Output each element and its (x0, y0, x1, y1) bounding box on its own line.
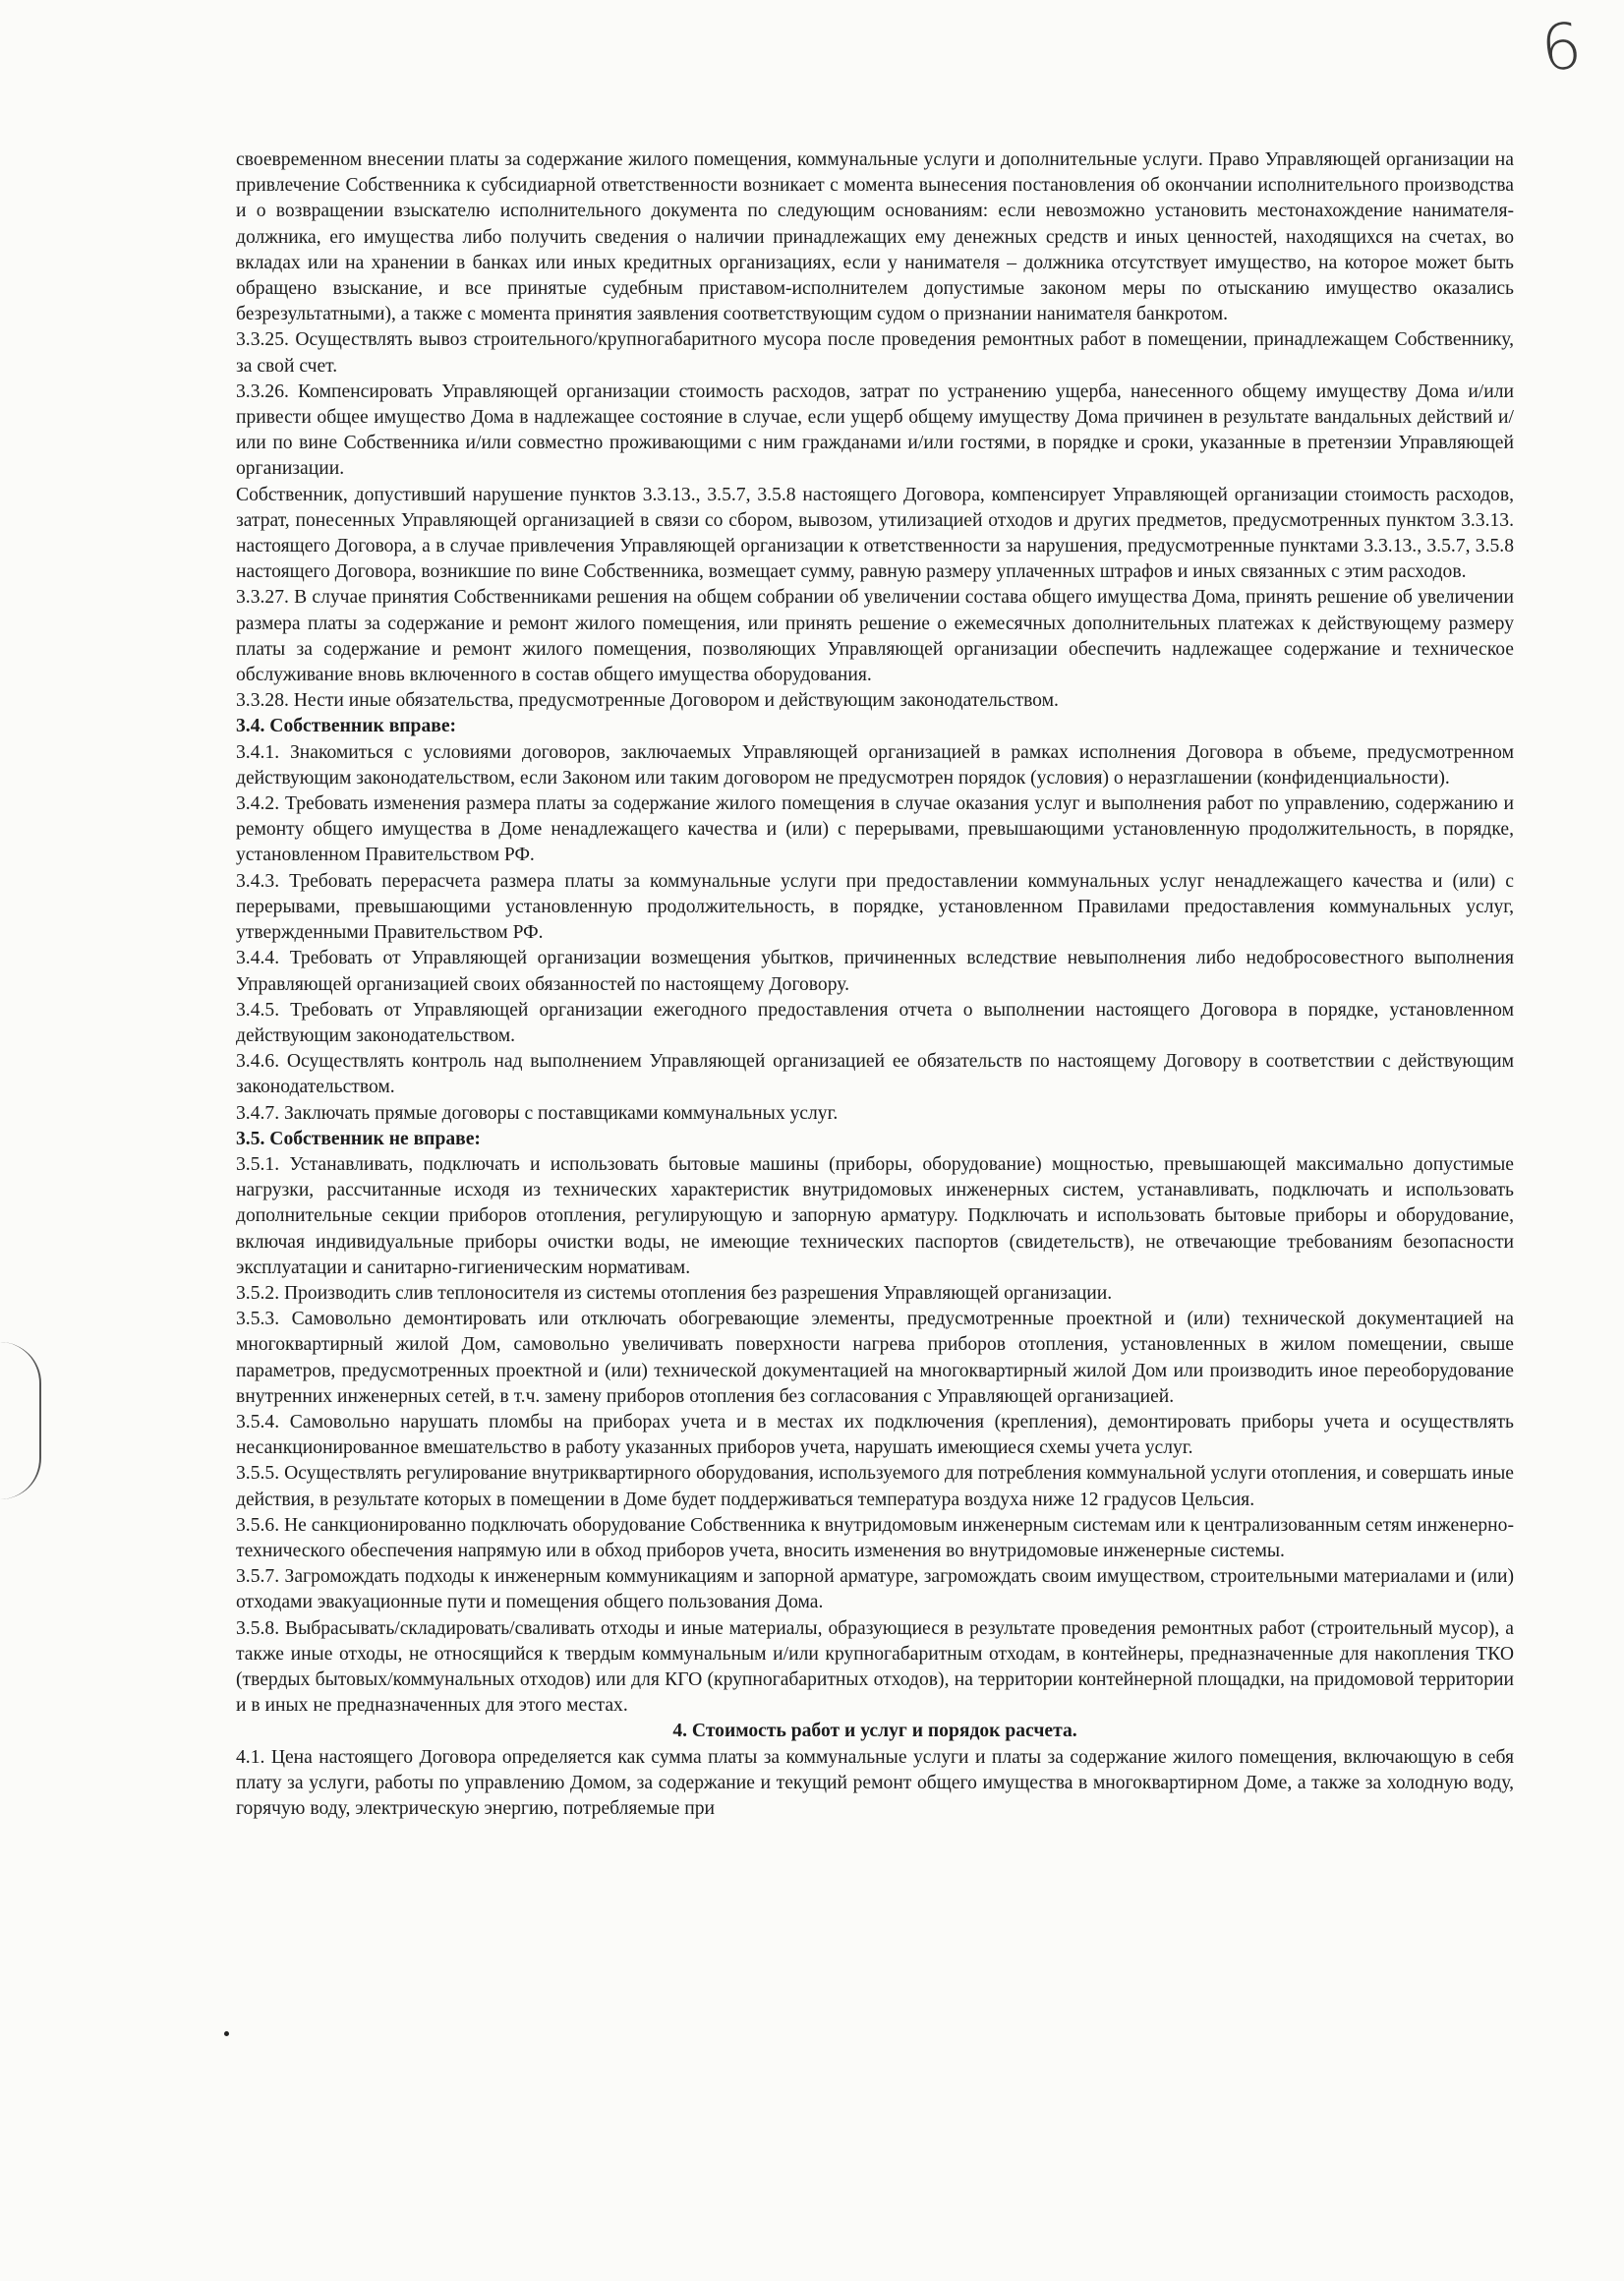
binder-mark (0, 1342, 41, 1499)
paragraph: 3.5.4. Самовольно нарушать пломбы на приборах учета и в местах их подключения (крепления), демонтировать приборы учета и осуществлять несанкционированное вмешательство в работу указанных приборов учета, нарушать имеющиеся схемы учета услуг. (236, 1411, 1514, 1459)
document-body (236, 147, 1514, 1822)
paragraph: 3.5.7. Загромождать подходы к инженерным коммуникациям и запорной арматуре, загромождать своим имуществом, строительными материалами и (или) отходами эвакуационные пути и помещения общего пользования Дома. (236, 1566, 1514, 1613)
paragraph: 3.4.1. Знакомиться с условиями договоров, заключаемых Управляющей организацией в рамках исполнения Договора в объеме, предусмотренном действующим законодательством, если Законом или таким договором не предусмотрен порядок (условия) о неразглашении (конфиденциальности). (236, 741, 1514, 789)
paragraph: 3.4.2. Требовать изменения размера платы за содержание жилого помещения в случае оказания услуг и выполнения работ по управлению, содержанию и ремонту общего имущества в Доме ненадлежащего качества и (или) с перерывами, превышающими установленную продолжительность, в порядке, установленном Правительством РФ. (236, 793, 1514, 866)
page-number: 6 (1537, 10, 1586, 87)
paragraph: 3.4.7. Заключать прямые договоры с поставщиками коммунальных услуг. (236, 1102, 839, 1124)
paragraph: своевременном внесении платы за содержание жилого помещения, коммунальные услуги и дополнительные услуги. Право Управляющей организации на привлечение Собственника к субсидиарной ответственности возникает с момента вынесения постановления об окончании исполнительного производства и о возвращении взыскателю исполнительного документа по следующим основаниям: если невозможно установить местонахождение нанимателя-должника, его имущества либо получить сведения о наличии принадлежащих ему денежных средств и иных ценностей, находящихся на счетах, во вкладах или на хранении в банках или иных кредитных организациях, если у нанимателя – должника отсутствует имущество, на которое может быть обращено взыскание, и все принятые судебным приставом-исполнителем допустимые законом меры по отысканию имущество оказались безрезультатными), а также с момента принятия заявления соответствующим судом о признании нанимателя банкротом. (236, 149, 1514, 325)
paragraph: 3.5.2. Производить слив теплоносителя из системы отопления без разрешения Управляющей организации. (236, 1282, 1113, 1304)
paragraph: 3.3.26. Компенсировать Управляющей организации стоимость расходов, затрат по устранению ущерба, нанесенного общему имуществу Дома и/или привести общее имущество Дома в надлежащее состояние в случае, если ущерб общему имуществу Дома причинен в результате вандальных действий и/или по вине Собственника и/или совместно проживающими с ним гражданами и/или гостями, в порядке и сроки, указанные в претензии Управляющей организации. (236, 380, 1514, 480)
paragraph: 3.5.5. Осуществлять регулирование внутриквартирного оборудования, используемого для потребления коммунальной услуги отопления, и совершать иные действия, в результате которых в помещении в Доме будет поддерживаться температура воздуха ниже 12 градусов Цельсия. (236, 1463, 1514, 1510)
section-heading: 4. Стоимость работ и услуг и порядок расчета. (672, 1721, 1077, 1742)
paragraph: 3.5.3. Самовольно демонтировать или отключать обогревающие элементы, предусмотренные проектной и (или) технической документацией на многоквартирный жилой Дом, самовольно увеличивать поверхности нагрева приборов отопления, установленных в жилом помещении, свыше параметров, предусмотренных проектной и (или) технической документацией на многоквартирный жилой Дом или производить иное переоборудование внутренних инженерных сетей, в т.ч. замену приборов отопления без согласования с Управляющей организацией. (236, 1309, 1514, 1407)
paragraph: 3.4.3. Требовать перерасчета размера платы за коммунальные услуги при предоставлении коммунальных услуг ненадлежащего качества и (или) с перерывами, превышающими установленную продолжительность, в порядке, установленном Правилами предоставления коммунальных услуг, утвержденными Правительством РФ. (236, 870, 1514, 944)
ink-dot (224, 2031, 229, 2036)
paragraph: Собственник, допустивший нарушение пунктов 3.3.13., 3.5.7, 3.5.8 настоящего Договора, компенсирует Управляющей организации стоимость расходов, затрат, понесенных Управляющей организацией в связи со сбором, вывозом, утилизацией отходов и других предметов, предусмотренных пунктом 3.3.13. настоящего Договора, а в случае привлечения Управляющей организации к ответственности за нарушения, предусмотренные пунктами 3.3.13., 3.5.7, 3.5.8 настоящего Договора, возникшие по вине Собственника, возмещает сумму, равную размеру уплаченных штрафов и иных связанных с этим расходов. (236, 484, 1514, 583)
paragraph: 3.5.1. Устанавливать, подключать и использовать бытовые машины (приборы, оборудование) мощностью, превышающей максимально допустимые нагрузки, рассчитанные исходя из технических характеристик внутридомовых инженерных систем, устанавливать, подключать и использовать дополнительные секции приборов отопления, регулирующую и запорную арматуру. Подключать и использовать бытовые приборы и оборудование, включая индивидуальные приборы очистки воды, не имеющие технических паспортов (свидетельств), не отвечающие требованиям безопасности эксплуатации и санитарно-гигиеническим нормативам. (236, 1153, 1514, 1278)
section-heading: 3.5. Собственник не вправе: (236, 1128, 481, 1149)
paragraph: 3.4.4. Требовать от Управляющей организации возмещения убытков, причиненных вследствие невыполнения либо недобросовестного выполнения Управляющей организацией своих обязанностей по настоящему Договору. (236, 948, 1514, 995)
paragraph: 4.1. Цена настоящего Договора определяется как сумма платы за коммунальные услуги и платы за содержание жилого помещения, включающую в себя плату за услуги, работы по управлению Домом, за содержание и текущий ремонт общего имущества в многоквартирном Доме, а также за холодную воду, горячую воду, электрическую энергию, потребляемые при (236, 1746, 1514, 1819)
paragraph: 3.3.28. Нести иные обязательства, предусмотренные Договором и действующим законодательством. (236, 690, 1059, 712)
paragraph: 3.4.6. Осуществлять контроль над выполнением Управляющей организацией ее обязательств по настоящему Договору в соответствии с действующим законодательством. (236, 1051, 1514, 1098)
paragraph: 3.5.6. Не санкционированно подключать оборудование Собственника к внутридомовым инженерным системам или к централизованным сетям инженерно-технического обеспечения напрямую или в обход приборов учета, вносить изменения во внутридомовые инженерные системы. (236, 1514, 1514, 1561)
section-heading: 3.4. Собственник вправе: (236, 716, 457, 737)
paragraph: 3.3.27. В случае принятия Собственниками решения на общем собрании об увеличении состава общего имущества Дома, принять решение об увеличении размера платы за содержание и ремонт жилого помещения, или принять решение о ежемесячных дополнительных платежах к действующему размеру платы за содержание и ремонт жилого помещения, позволяющих Управляющей организации обеспечить надлежащее содержание и техническое обслуживание вновь включенного в состав общего имущества оборудования. (236, 587, 1514, 686)
paragraph: 3.5.8. Выбрасывать/складировать/сваливать отходы и иные материалы, образующиеся в результате проведения ремонтных работ (строительный мусор), а также иные отходы, не относящийся к твердым коммунальным и/или крупногабаритным отходам, в контейнеры, предназначенные для накопления ТКО (твердых бытовых/коммунальных отходов) или для КГО (крупногабаритных отходов), на территории контейнерной площадки, на придомовой территории и в иных не предназначенных для этого местах. (236, 1617, 1514, 1717)
paragraph: 3.3.25. Осуществлять вывоз строительного/крупногабаритного мусора после проведения ремонтных работ в помещении, принадлежащем Собственнику, за свой счет. (236, 329, 1514, 377)
paragraph: 3.4.5. Требовать от Управляющей организации ежегодного предоставления отчета о выполнении настоящего Договора в порядке, установленном действующим законодательством. (236, 999, 1514, 1046)
